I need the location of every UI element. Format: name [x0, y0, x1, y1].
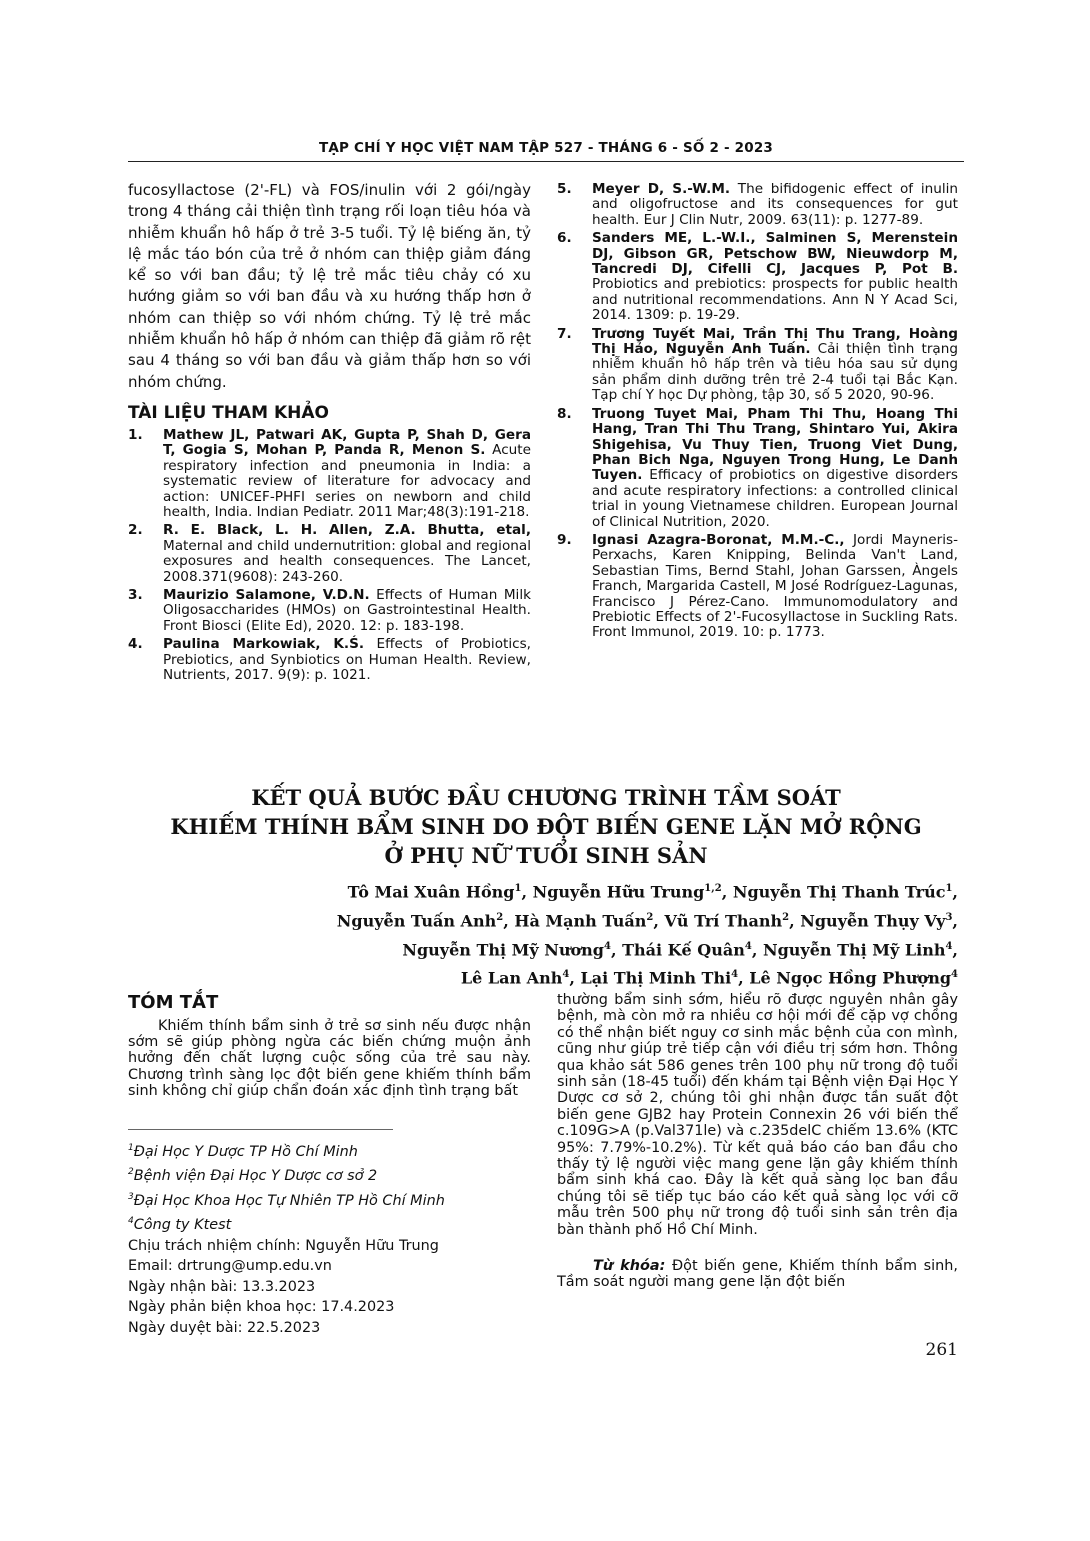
reference-authors: Paulina Markowiak, K.Ś.	[163, 636, 365, 653]
reference-text: The bifidogenic effect of inulin and oligofructose and its consequences for gut health. Eur J Clin Nutr, 2009. 63(11): p. 1277-89.	[592, 181, 958, 228]
reference-number: 4.	[128, 636, 143, 653]
reference-authors: R. E. Black, L. H. Allen, Z.A. Bhutta, etal,	[163, 522, 531, 539]
corresponding-author: Chịu trách nhiệm chính: Nguyễn Hữu Trung	[128, 1237, 439, 1254]
reference-text: Effects of Human Milk Oligosaccharides (HMOs) on Gastrointestinal Health. Front Biosci (Elite Ed), 2020. 12: p. 183-198.	[163, 587, 531, 634]
author-affiliation: 4	[951, 969, 958, 981]
reviewed-date: Ngày phản biện khoa học: 17.4.2023	[128, 1299, 395, 1316]
reference-number: 8.	[557, 405, 572, 422]
keywords	[557, 1258, 958, 1291]
reference-item	[557, 231, 958, 323]
author-affiliation: 2	[496, 911, 504, 923]
author-separator: ,	[952, 911, 958, 931]
reference-item	[557, 182, 958, 228]
reference-number: 2.	[128, 522, 143, 539]
author-affiliation: 4	[744, 940, 752, 952]
reference-item	[128, 428, 531, 520]
footnotes	[128, 1138, 531, 1339]
reference-text: Effects of Probiotics, Prebiotics, and Synbiotics on Human Health. Review, Nutrients, 2017. 9(9): p. 1021.	[163, 636, 531, 684]
article-title-line: KHIẾM THÍNH BẨM SINH DO ĐỘT BIẾN GENE LẶN MỞ RỘNG	[170, 814, 922, 839]
author-separator: ,	[503, 911, 515, 931]
footnote-marker: 3	[128, 1191, 134, 1202]
reference-authors: Maurizio Salamone, V.D.N.	[163, 587, 370, 604]
reference-item	[128, 588, 531, 634]
author-separator: ,	[653, 911, 665, 931]
author-separator: ,	[738, 968, 750, 988]
author-name: Lê Lan Anh	[460, 968, 563, 988]
footnote-divider	[128, 1129, 393, 1130]
author-separator: ,	[521, 882, 533, 902]
author-name: Nguyễn Thị Thanh Trúc	[732, 882, 946, 902]
author-name: Nguyễn Thị Mỹ Linh	[762, 939, 946, 959]
reference-number: 5.	[557, 181, 572, 197]
affiliation-footnote	[128, 1162, 531, 1186]
author-separator: ,	[610, 939, 623, 959]
author-name: Nguyễn Thị Mỹ Nương	[402, 939, 604, 959]
affiliation-footnote	[128, 1187, 531, 1211]
footnote-marker: 2	[128, 1167, 134, 1178]
author-name: Lại Thị Minh Thi	[580, 968, 732, 988]
author-name: Nguyễn Tuấn Anh	[336, 911, 497, 931]
author-affiliation: 1	[945, 883, 953, 894]
reference-number: 1.	[128, 427, 143, 443]
reference-item	[128, 637, 531, 683]
author-affiliation: 1	[514, 883, 522, 894]
reference-text: Cải thiện tình trạng nhiễm khuẩn hô hấp trên và tiêu hóa sau sử dụng sản phẩm dinh dưỡng trên trẻ 2-4 tuổi tại Bắc Kạn. Tạp chí Y học Dự phòng, tập 30, số 5 2020, 90-96.	[592, 341, 958, 404]
reference-number: 3.	[128, 587, 143, 604]
author-affiliation: 4	[945, 940, 953, 952]
reference-item	[557, 327, 958, 404]
reference-authors: Meyer D, S.-W.M.	[592, 181, 731, 197]
author-affiliation: 2	[782, 911, 790, 923]
author-affiliation: 4	[562, 969, 570, 981]
received-date: Ngày nhận bài: 13.3.2023	[128, 1278, 316, 1295]
reference-text: Efficacy of probiotics on digestive disorders and acute respiratory infections: a controlled clinical trial in young Vietnamese children. European Journal of Clinical Nutrition, 2020.	[592, 467, 958, 530]
reference-item	[557, 407, 958, 530]
author-name: Vũ Trí Thanh	[664, 911, 783, 931]
author-separator: ,	[952, 939, 958, 959]
abstract-text-right: thường bẩm sinh sớm, hiểu rõ được nguyên nhân gây bệnh, mà còn mở ra nhiều cơ hội mới để cặp vợ chồng có thể nhận biết nguy cơ sinh mắc bệnh của con mình, cũng như giúp trẻ tiếp cận với điều trị sớm hơn. Thông qua khảo sát 586 genes trên 100 phụ nữ trong độ tuổi sinh sản (18-45 tuổi) đến khám tại Bệnh viện Đại Học Y Dược cơ sở 2, chúng tôi ghi nhận được tần suất đột biến gene GJB2 hay Protein Connexin 26 với biến thể c.109G>A (p.Val371le) và c.235delC chiếm 13.6% (KTC 95%: 7.79%-10.2%). Từ kết quả báo cáo ban đầu cho thấy tỷ lệ người việc mang gene lặn gây khiếm thính bẩm sinh khá cao. Đây là kết quả sàng lọc ban đầu chúng tôi sẽ tiếp tục báo cáo kết quả sàng lọc với cỡ mẫu trên 500 phụ nữ trong độ tuổi sinh sản trên địa bàn thành phố Hồ Chí Minh.	[557, 992, 958, 1238]
article-title-line: KẾT QUẢ BƯỚC ĐẦU CHƯƠNG TRÌNH TẦM SOÁT	[251, 785, 841, 810]
author-affiliation: 4	[731, 969, 739, 981]
author-name: Nguyễn Thụy Vy	[800, 911, 946, 931]
footnote-text: Công ty Ktest	[133, 1216, 232, 1233]
affiliation-footnote	[128, 1211, 531, 1235]
author-name: Hà Mạnh Tuấn	[514, 911, 647, 931]
author-separator: ,	[952, 882, 958, 902]
references-heading: TÀI LIỆU THAM KHẢO	[128, 403, 329, 423]
reference-number: 9.	[557, 531, 572, 548]
article-title-line: Ở PHỤ NỮ TUỔI SINH SẢN	[384, 843, 708, 868]
footnote-text: Đại Học Y Dược TP Hồ Chí Minh	[133, 1143, 358, 1160]
references-list-right	[557, 182, 958, 644]
reference-item	[557, 533, 958, 641]
intro-paragraph: fucosyllactose (2'-FL) và FOS/inulin với 2 gói/ngày trong 4 tháng cải thiện tình trạng rối loạn tiêu hóa và nhiễm khuẩn hô hấp ở trẻ 3-5 tuổi. Tỷ lệ biếng ăn, tỷ lệ mắc táo bón của trẻ ở nhóm can thiệp giảm đáng kể so với ban đầu; tỷ lệ trẻ mắc tiêu chảy có xu hướng giảm so với ban đầu và xu hướng thấp hơn ở nhóm can thiệp so với nhóm chứng. Tỷ lệ trẻ mắc nhiễm khuẩn hô hấp ở nhóm can thiệp đã giảm rõ rệt sau 4 tháng so với ban đầu và giảm thấp hơn so với nhóm chứng.	[128, 181, 531, 391]
author-affiliation: 4	[603, 940, 611, 952]
references-list-left	[128, 428, 531, 687]
author-separator: ,	[721, 882, 733, 902]
author-separator: ,	[789, 911, 801, 931]
footnote-text: Bệnh viện Đại Học Y Dược cơ sở 2	[133, 1168, 378, 1185]
author-name: Nguyễn Hữu Trung	[532, 882, 705, 902]
affiliation-footnote	[128, 1138, 531, 1162]
reference-number: 7.	[557, 325, 572, 342]
footnote-marker: 4	[128, 1216, 134, 1227]
reference-text: Jordi Mayneris-Perxachs, Karen Knipping, Belinda Van't Land, Sebastian Tims, Bernd Stahl, Johan Garssen, Àngels Franch, Margarida Castell, M José Rodríguez-Lagunas, Francisco J Pérez-Cano. Immunomodulatory and Prebiotic Effects of 2'-Fucosyllactose in Suckling Rats. Front Immunol, 2019. 10: p. 1773.	[592, 531, 958, 641]
reference-text: Maternal and child undernutrition: global and regional exposures and health consequences. The Lancet, 2008.371(9608): 243-260.	[163, 537, 531, 585]
reference-number: 6.	[557, 230, 572, 247]
author-name: Thái Kế Quân	[622, 939, 745, 959]
reference-authors: Truong Tuyet Mai, Pham Thi Thu, Hoang Thi Hang, Tran Thi Thu Trang, Shintaro Yui, Akira Shigehisa, Vu Thuy Tien, Truong Viet Dung, Phan Bich Nga, Nguyen Trong Hung, Le Danh Tuyen.	[592, 405, 958, 484]
reference-item	[128, 523, 531, 585]
reference-authors: Ignasi Azagra-Boronat, M.M.-C.,	[592, 531, 845, 548]
reference-authors: Mathew JL, Patwari AK, Gupta P, Shah D, Gera T, Gogia S, Mohan P, Panda R, Menon S.	[163, 427, 531, 459]
accepted-date: Ngày duyệt bài: 22.5.2023	[128, 1319, 321, 1336]
reference-authors: Trương Tuyết Mai, Trần Thị Thu Trang, Hoàng Thị Hảo, Nguyễn Anh Tuấn.	[592, 325, 958, 358]
contact-email: Email: drtrung@ump.edu.vn	[128, 1258, 332, 1275]
keywords-label: Từ khóa:	[593, 1258, 666, 1274]
author-name: Lê Ngọc Hồng Phượng	[749, 968, 952, 988]
author-name: Tô Mai Xuân Hồng	[347, 882, 515, 902]
author-list	[200, 876, 958, 991]
author-affiliation: 2	[646, 911, 654, 923]
reference-text: Acute respiratory infection and pneumonia in India: a systematic review of literature for advocacy and action: UNICEF-PHFI series on newborn and child health, India. Indian Pediatr. 2011 Mar;48(3):191-218.	[163, 442, 531, 521]
header-divider	[128, 161, 964, 162]
journal-header: TẠP CHÍ Y HỌC VIỆT NAM TẬP 527 - THÁNG 6 - SỐ 2 - 2023	[318, 140, 774, 156]
footnote-marker: 1	[128, 1143, 134, 1153]
author-separator: ,	[751, 939, 763, 959]
abstract-text-left: Khiếm thính bẩm sinh ở trẻ sơ sinh nếu được nhận sớm sẽ giúp phòng ngừa các biến chứng muộn ảnh hưởng đến chất lượng cuộc sống của trẻ sau này. Chương trình sàng lọc đột biến gene khiếm thính bẩm sinh không chỉ giúp chẩn đoán xác định tình trạng bất	[128, 1018, 531, 1099]
author-affiliation: 1,2	[704, 883, 722, 894]
page-number: 261	[925, 1340, 958, 1360]
abstract-heading: TÓM TẮT	[128, 992, 219, 1013]
reference-text: Probiotics and prebiotics: prospects for public health and nutritional recommendations. Ann N Y Acad Sci, 2014. 1309: p. 19-29.	[592, 276, 958, 324]
author-separator: ,	[569, 968, 581, 988]
footnote-text: Đại Học Khoa Học Tự Nhiên TP Hồ Chí Minh	[133, 1192, 445, 1209]
article-title	[128, 783, 964, 870]
keywords-text: Đột biến gene, Khiếm thính bẩm sinh, Tầm soát người mang gene lặn đột biến	[557, 1258, 958, 1291]
reference-authors: Sanders ME, L.-W.I., Salminen S, Merenstein DJ, Gibson GR, Petschow BW, Nieuwdorp M, Tancredi DJ, Cifelli CJ, Jacques P, Pot B.	[592, 230, 958, 278]
author-affiliation: 3	[945, 911, 953, 923]
